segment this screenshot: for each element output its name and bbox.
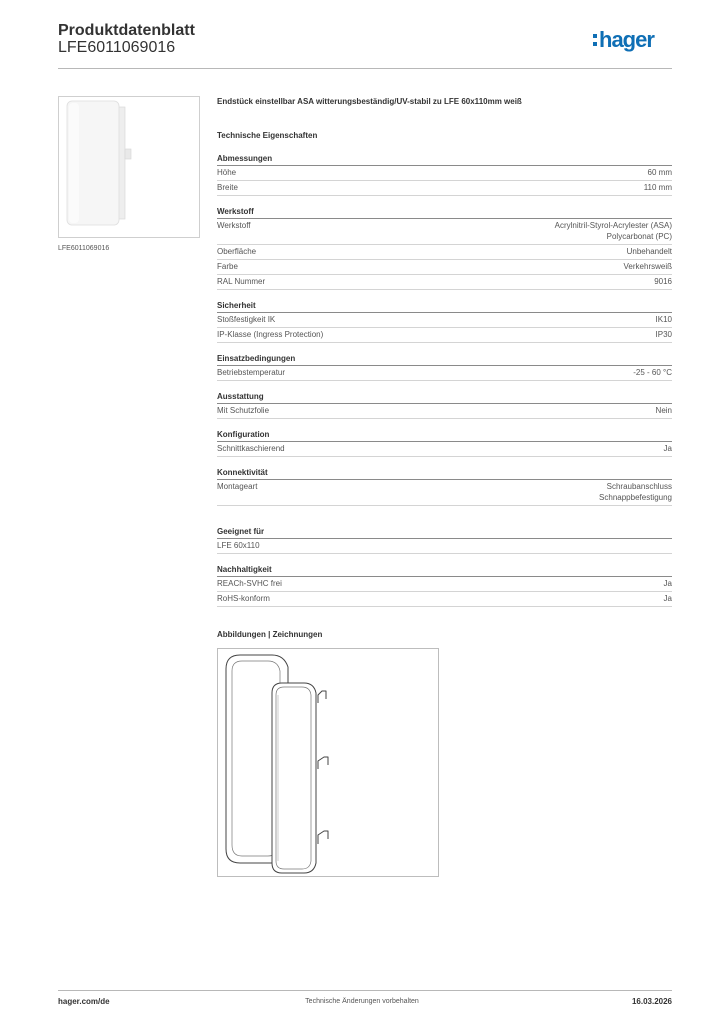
product-description: Endstück einstellbar ASA witterungsbeständig/UV-stabil zu LFE 60x110mm weiß [217, 97, 522, 106]
footer-date: 16.03.2026 [631, 997, 672, 1006]
header-divider [58, 68, 672, 69]
property-label: Stoßfestigkeit IK [217, 315, 276, 324]
property-row [217, 313, 672, 328]
property-value-line: Ja [663, 594, 672, 603]
property-value [654, 276, 672, 287]
properties-sections [217, 153, 672, 607]
section-3 [217, 353, 672, 381]
section-2 [217, 300, 672, 343]
product-drawing-image [218, 649, 438, 876]
property-label: REACh-SVHC frei [217, 579, 282, 588]
property-value-line: Acrylnitril-Styrol-Acrylester (ASA) [554, 221, 672, 230]
property-value [627, 246, 672, 257]
property-label: LFE 60x110 [217, 541, 260, 550]
property-row [217, 404, 672, 419]
property-value-line: IP30 [655, 330, 672, 339]
property-label: RAL Nummer [217, 277, 266, 286]
page-header [58, 20, 672, 68]
section-title: Nachhaltigkeit [217, 564, 672, 577]
property-value-line: 110 mm [643, 183, 672, 192]
footer-divider [58, 990, 672, 991]
property-value-line: Nein [655, 406, 672, 415]
property-value-line: -25 - 60 °C [633, 368, 672, 377]
property-value [664, 578, 672, 589]
property-value [555, 220, 672, 242]
property-row [217, 577, 672, 592]
property-value-line: Schnappbefestigung [599, 493, 672, 502]
property-row [217, 539, 672, 554]
property-value [633, 367, 672, 378]
property-row [217, 260, 672, 275]
property-label: IP-Klasse (Ingress Protection) [217, 330, 324, 339]
section-title: Ausstattung [217, 391, 672, 404]
property-label: Breite [217, 183, 238, 192]
technical-properties-heading: Technische Eigenschaften [217, 131, 318, 140]
product-code: LFE6011069016 [58, 39, 176, 56]
section-7 [217, 526, 672, 554]
property-row [217, 328, 672, 343]
document-title: Produktdatenblatt [58, 22, 195, 39]
property-label: Oberfläche [217, 247, 257, 256]
property-value [656, 314, 672, 325]
section-title: Konfiguration [217, 429, 672, 442]
product-drawing [217, 648, 439, 877]
property-row [217, 480, 672, 506]
property-value-line: 60 mm [647, 168, 672, 177]
section-title: Konnektivität [217, 467, 672, 480]
property-value [664, 593, 672, 604]
property-label: Höhe [217, 168, 237, 177]
property-value-line: Schraubanschluss [606, 482, 672, 491]
figures-heading: Abbildungen | Zeichnungen [217, 630, 323, 639]
section-0 [217, 153, 672, 196]
property-label: Farbe [217, 262, 238, 271]
property-label: Betriebstemperatur [217, 368, 286, 377]
property-row [217, 366, 672, 381]
product-thumbnail-image [59, 97, 199, 237]
property-value [664, 443, 672, 454]
logo-text: hager [599, 28, 654, 52]
property-value-line: Verkehrsweiß [623, 262, 672, 271]
property-row [217, 442, 672, 457]
property-label: RoHS-konform [217, 594, 270, 603]
property-row [217, 592, 672, 607]
section-title: Abmessungen [217, 153, 672, 166]
property-label: Schnittkaschierend [217, 444, 285, 453]
property-value-line: Unbehandelt [626, 247, 672, 256]
property-value [656, 329, 672, 340]
property-value [599, 481, 672, 503]
section-title: Geeignet für [217, 526, 672, 539]
section-8 [217, 564, 672, 607]
section-1 [217, 206, 672, 290]
property-value [644, 182, 672, 193]
product-thumbnail [58, 96, 200, 238]
section-title: Einsatzbedingungen [217, 353, 672, 366]
section-6 [217, 467, 672, 506]
property-row [217, 245, 672, 260]
section-4 [217, 391, 672, 419]
property-value [624, 261, 672, 272]
footer-website: hager.com/de [58, 997, 110, 1006]
property-label: Montageart [217, 482, 258, 491]
property-value-line: Polycarbonat (PC) [606, 232, 672, 241]
property-value [648, 167, 672, 178]
section-title: Sicherheit [217, 300, 672, 313]
property-value-line: 9016 [654, 277, 672, 286]
property-row [217, 181, 672, 196]
footer-notice: Technische Änderungen vorbehalten [305, 998, 419, 1005]
property-value-line: Ja [663, 579, 672, 588]
property-row [217, 219, 672, 245]
property-row [217, 275, 672, 290]
property-value [656, 405, 672, 416]
hager-logo [592, 28, 672, 54]
section-title: Werkstoff [217, 206, 672, 219]
thumbnail-caption: LFE6011069016 [58, 245, 110, 252]
product-details [217, 95, 672, 877]
property-value-line: IK10 [655, 315, 672, 324]
section-5 [217, 429, 672, 457]
property-label: Werkstoff [217, 221, 251, 230]
property-label: Mit Schutzfolie [217, 406, 270, 415]
property-row [217, 166, 672, 181]
property-value-line: Ja [663, 444, 672, 453]
